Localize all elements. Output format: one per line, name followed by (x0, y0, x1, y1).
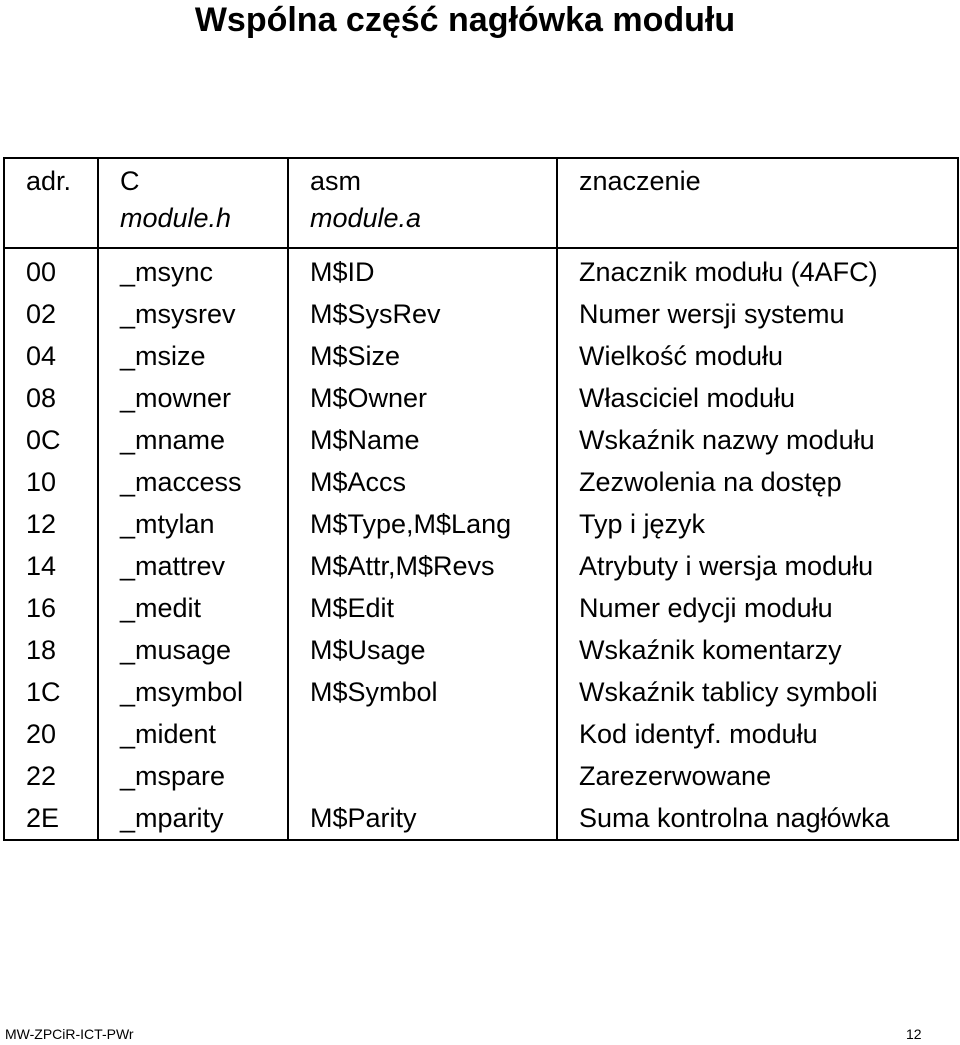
table-row (4, 248, 958, 293)
cell-c-name: _msymbol (98, 671, 288, 713)
cell-address: 18 (4, 629, 98, 671)
table-row (4, 797, 958, 840)
cell-address: 10 (4, 461, 98, 503)
cell-c-name: _msync (98, 248, 288, 293)
cell-address: 00 (4, 248, 98, 293)
column-header-c-label: C (120, 166, 140, 196)
cell-c-name: _msize (98, 335, 288, 377)
column-header-meaning (557, 158, 958, 248)
cell-address: 20 (4, 713, 98, 755)
column-header-address-label: adr. (26, 166, 72, 196)
table-row (4, 629, 958, 671)
cell-meaning: Kod identyf. modułu (557, 713, 958, 755)
cell-address: 1C (4, 671, 98, 713)
cell-meaning: Znacznik modułu (4AFC) (557, 248, 958, 293)
column-header-asm-file: module.a (310, 203, 422, 233)
cell-meaning: Numer edycji modułu (557, 587, 958, 629)
cell-meaning: Wskaźnik tablicy symboli (557, 671, 958, 713)
cell-c-name: _mowner (98, 377, 288, 419)
cell-asm-name: M$SysRev (288, 293, 557, 335)
cell-c-name: _mname (98, 419, 288, 461)
cell-meaning: Wielkość modułu (557, 335, 958, 377)
cell-c-name: _mattrev (98, 545, 288, 587)
cell-meaning: Atrybuty i wersja modułu (557, 545, 958, 587)
cell-c-name: _mtylan (98, 503, 288, 545)
cell-meaning: Numer wersji systemu (557, 293, 958, 335)
table-row (4, 545, 958, 587)
table-body (4, 248, 958, 840)
table-row (4, 419, 958, 461)
cell-meaning: Zezwolenia na dostęp (557, 461, 958, 503)
column-header-meaning-label: znaczenie (579, 166, 701, 196)
cell-c-name: _mparity (98, 797, 288, 840)
cell-address: 02 (4, 293, 98, 335)
cell-asm-name: M$Size (288, 335, 557, 377)
cell-address: 22 (4, 755, 98, 797)
table-row (4, 293, 958, 335)
cell-c-name: _msysrev (98, 293, 288, 335)
cell-address: 2E (4, 797, 98, 840)
cell-address: 14 (4, 545, 98, 587)
column-header-address (4, 158, 98, 248)
column-header-c (98, 158, 288, 248)
cell-meaning: Typ i język (557, 503, 958, 545)
cell-c-name: _medit (98, 587, 288, 629)
cell-c-name: _mspare (98, 755, 288, 797)
column-header-c-file: module.h (120, 203, 232, 233)
footer-course-code: MW-ZPCiR-ICT-PWr (5, 1026, 134, 1042)
cell-meaning: Zarezerwowane (557, 755, 958, 797)
column-header-asm (288, 158, 557, 248)
cell-asm-name: M$Edit (288, 587, 557, 629)
cell-c-name: _musage (98, 629, 288, 671)
footer-page-number: 12 (906, 1026, 922, 1042)
cell-address: 16 (4, 587, 98, 629)
cell-meaning: Suma kontrolna nagłówka (557, 797, 958, 840)
cell-asm-name: M$Parity (288, 797, 557, 840)
table-row (4, 503, 958, 545)
module-header-table (3, 157, 959, 841)
table-row (4, 671, 958, 713)
cell-meaning: Wskaźnik komentarzy (557, 629, 958, 671)
cell-address: 0C (4, 419, 98, 461)
cell-asm-name: M$Name (288, 419, 557, 461)
cell-asm-name: M$Symbol (288, 671, 557, 713)
cell-address: 04 (4, 335, 98, 377)
cell-meaning: Wskaźnik nazwy modułu (557, 419, 958, 461)
column-header-asm-label: asm (310, 166, 362, 196)
cell-asm-name: M$Accs (288, 461, 557, 503)
cell-address: 08 (4, 377, 98, 419)
table-row (4, 461, 958, 503)
cell-asm-name: M$Type,M$Lang (288, 503, 557, 545)
table-row (4, 755, 958, 797)
cell-asm-name: M$Usage (288, 629, 557, 671)
cell-meaning: Własciciel modułu (557, 377, 958, 419)
cell-asm-name (288, 713, 557, 755)
slide-title: Wspólna część nagłówka modułu (194, 1, 736, 39)
cell-asm-name: M$Attr,M$Revs (288, 545, 557, 587)
cell-address: 12 (4, 503, 98, 545)
cell-asm-name (288, 755, 557, 797)
table-header-row (4, 158, 958, 248)
cell-c-name: _maccess (98, 461, 288, 503)
table-row (4, 377, 958, 419)
table-row (4, 335, 958, 377)
cell-asm-name: M$Owner (288, 377, 557, 419)
table-row (4, 587, 958, 629)
table-header (4, 158, 958, 248)
cell-c-name: _mident (98, 713, 288, 755)
table-row (4, 713, 958, 755)
cell-asm-name: M$ID (288, 248, 557, 293)
